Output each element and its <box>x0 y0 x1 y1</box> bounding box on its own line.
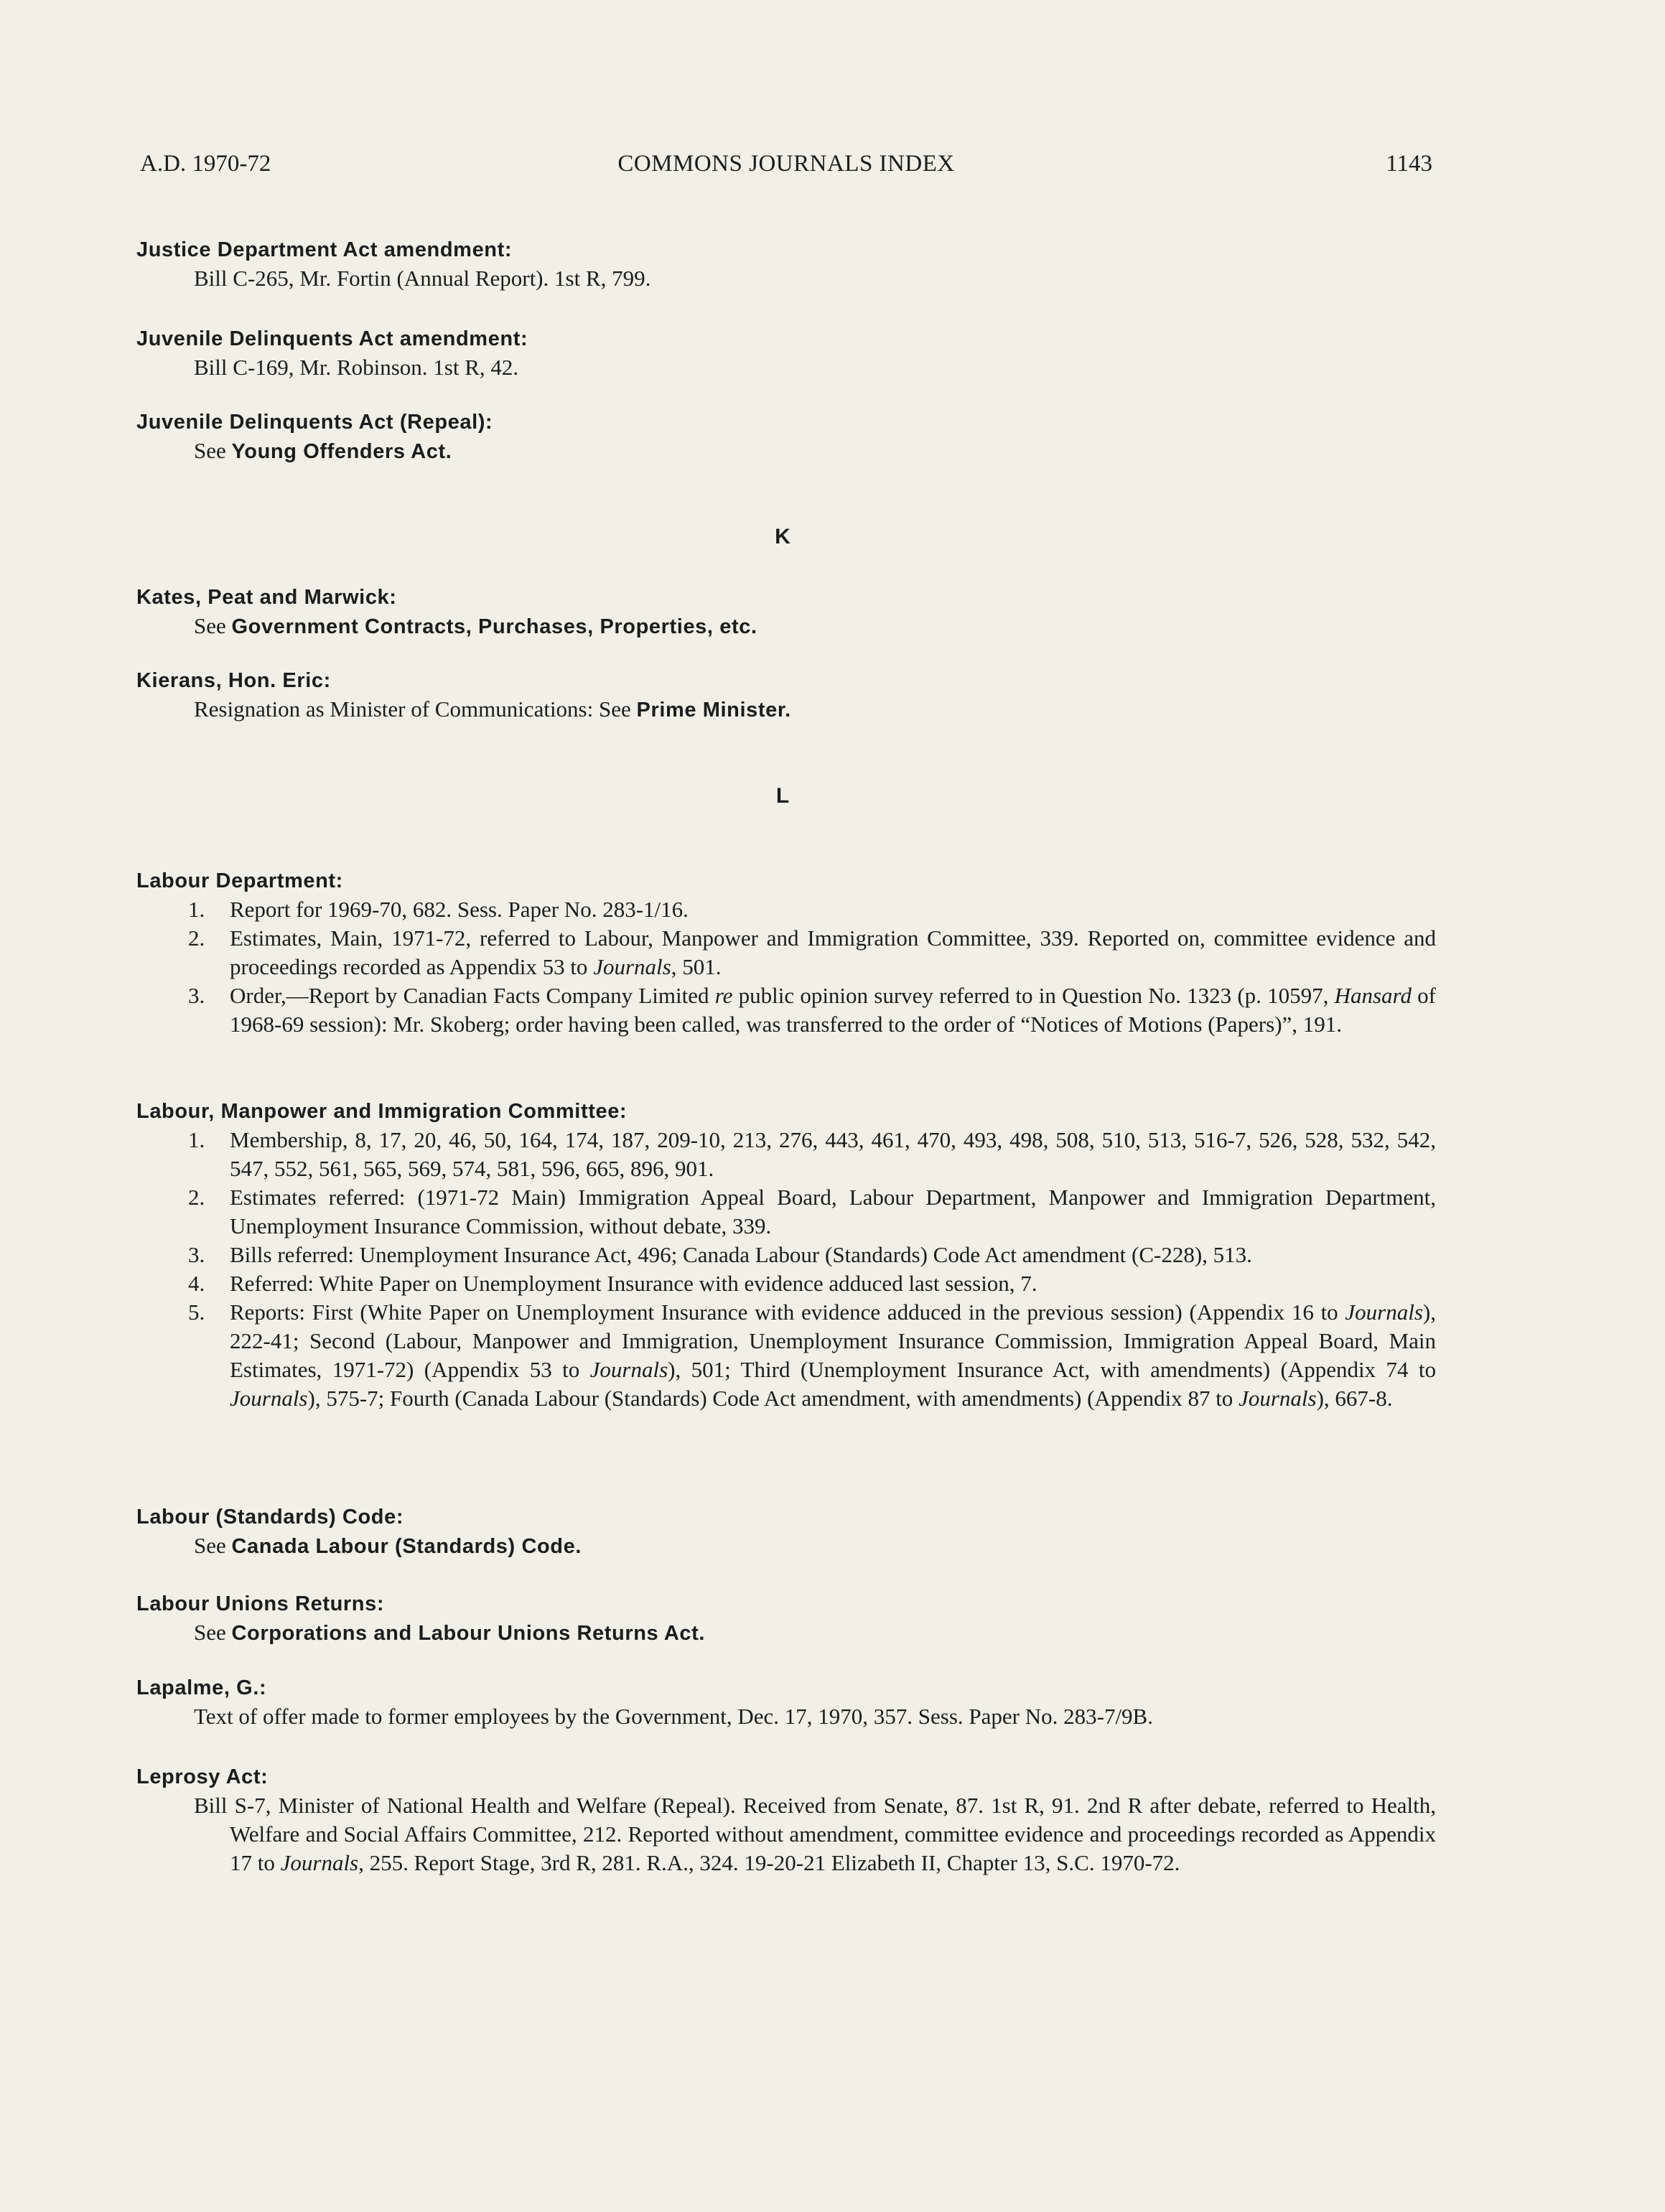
index-entry-labour-code <box>136 1503 1436 1561</box>
index-entry-kierans <box>136 666 1436 724</box>
journals-italic: Journals <box>280 1850 359 1875</box>
entry-heading: Lapalme, G.: <box>136 1676 267 1699</box>
sub-entry <box>136 1269 1436 1298</box>
index-entry-juvenile-amendment <box>136 325 1436 381</box>
sub-entry-text: ), 667-8. <box>1316 1386 1393 1411</box>
sub-entry <box>136 895 1436 924</box>
cross-reference: Prime Minister. <box>636 699 791 722</box>
entry-line <box>136 612 1436 641</box>
entry-heading: Labour (Standards) Code: <box>136 1506 404 1529</box>
sub-entry-number: 3. <box>188 1242 205 1267</box>
cross-reference: Canada Labour (Standards) Code. <box>231 1535 582 1558</box>
cross-reference: Corporations and Labour Unions Returns Act. <box>231 1622 706 1645</box>
sub-entry <box>136 1126 1436 1183</box>
re-italic: re <box>714 983 733 1008</box>
sub-entry-number: 2. <box>188 1185 205 1210</box>
hansard-italic: Hansard <box>1334 983 1412 1008</box>
entry-text: Bill S-7, Minister of National Health and Welfare (Repeal). Received from Senate, 87. 1st R, 91. 2nd R after debate, referred to Health, Welfare and Social Affairs Committee, 212. Reported without amendment, committee evidence and proceedings recorded as Appendix 17 to <box>194 1793 1436 1875</box>
section-letter-k: K <box>775 525 790 549</box>
sub-entry-text: Order,—Report by Canadian Facts Company Limited <box>230 983 715 1008</box>
entry-paragraph <box>136 1791 1436 1877</box>
index-entry-justice <box>136 235 1436 292</box>
entry-line <box>136 695 1436 724</box>
entry-text: , 255. Report Stage, 3rd R, 281. R.A., 324. 19-20-21 Elizabeth II, Chapter 13, S.C. 1970-72. <box>358 1850 1180 1875</box>
sub-entry-text: ), 501; Third (Unemployment Insurance Act, with amendments) (Appendix 74 to <box>668 1357 1436 1382</box>
see-label: See <box>194 1533 226 1558</box>
running-head <box>140 151 1432 187</box>
header-title: COMMONS JOURNALS INDEX <box>617 151 955 177</box>
cross-reference: Young Offenders Act. <box>231 440 452 463</box>
sub-entry <box>136 1241 1436 1269</box>
entry-heading: Justice Department Act amendment: <box>136 238 513 261</box>
entry-heading: Kierans, Hon. Eric: <box>136 669 331 692</box>
sub-entry-number: 2. <box>188 925 205 951</box>
sub-entry-text: Bills referred: Unemployment Insurance Act, 496; Canada Labour (Standards) Code Act amendment (C-228), 513. <box>230 1242 1252 1267</box>
sub-entry-text: , 501. <box>671 954 722 979</box>
sub-entry-list <box>136 1126 1436 1413</box>
index-entry-labour-unions <box>136 1590 1436 1648</box>
sub-entry-text: ), 222-41; Second (Labour, Manpower and Immigration, Unemployment Insurance Commission, Immigration Appeal Board, Main Estimates, 1971-72) (Appendix 53 to <box>230 1299 1436 1382</box>
entry-heading: Kates, Peat and Marwick: <box>136 586 397 609</box>
journals-italic: Journals <box>589 1357 668 1382</box>
index-entry-leprosy <box>136 1763 1436 1877</box>
sub-entry <box>136 1183 1436 1241</box>
sub-entry-list <box>136 895 1436 1039</box>
journals-italic: Journals <box>230 1386 308 1411</box>
index-entry-lmi-committee <box>136 1097 1436 1413</box>
sub-entry <box>136 924 1436 981</box>
journals-italic: Journals <box>593 954 671 979</box>
entry-line <box>136 1531 1436 1561</box>
sub-entry-text: Reports: First (White Paper on Unemployment Insurance with evidence adduced in the previous session) (Appendix 16 to <box>230 1299 1345 1325</box>
page-number: 1143 <box>1386 151 1432 177</box>
entry-line: Bill C-169, Mr. Robinson. 1st R, 42. <box>194 355 519 380</box>
index-entry-labour-department <box>136 867 1436 1039</box>
sub-entry-number: 3. <box>188 983 205 1008</box>
journals-italic: Journals <box>1239 1386 1317 1411</box>
entry-heading: Labour Unions Returns: <box>136 1592 385 1615</box>
entry-heading: Juvenile Delinquents Act (Repeal): <box>136 411 493 434</box>
index-entry-juvenile-repeal <box>136 408 1436 466</box>
see-label: See <box>194 1620 226 1645</box>
index-entry-lapalme <box>136 1674 1436 1730</box>
entry-line <box>136 1618 1436 1648</box>
sub-entry <box>136 981 1436 1039</box>
entry-heading: Juvenile Delinquents Act amendment: <box>136 327 528 350</box>
see-label: See <box>194 438 226 463</box>
journals-italic: Journals <box>1345 1299 1423 1325</box>
sub-entry-text: Estimates referred: (1971-72 Main) Immigration Appeal Board, Labour Department, Manpower and Immigration Department, Unemployment Insurance Commission, without debate, 339. <box>230 1185 1436 1238</box>
entry-heading: Leprosy Act: <box>136 1765 269 1788</box>
entry-heading: Labour, Manpower and Immigration Committee: <box>136 1100 628 1123</box>
sub-entry-text: Referred: White Paper on Unemployment Insurance with evidence adduced last session, 7. <box>230 1271 1037 1296</box>
entry-line: Bill C-265, Mr. Fortin (Annual Report). 1st R, 799. <box>194 266 651 291</box>
see-label: See <box>194 613 226 638</box>
entry-heading: Labour Department: <box>136 869 343 892</box>
cross-reference: Government Contracts, Purchases, Properties, etc. <box>231 615 757 638</box>
sub-entry-number: 4. <box>188 1271 205 1296</box>
sub-entry-number: 1. <box>188 1127 205 1152</box>
index-entry-kates <box>136 583 1436 641</box>
entry-text: Resignation as Minister of Communications: See <box>194 696 631 722</box>
sub-entry-text: Membership, 8, 17, 20, 46, 50, 164, 174, 187, 209-10, 213, 276, 443, 461, 470, 493, 498, 508, 510, 513, 516-7, 526, 528, 532, 542, 547, 552, 561, 565, 569, 574, 581, 596, 665, 896, 901. <box>230 1127 1436 1181</box>
sub-entry-text: of 1968-69 session): Mr. Skoberg; order having been called, was transferred to the order of “Notices of Motions (Papers)”, 191. <box>230 983 1436 1037</box>
section-letter-l: L <box>775 784 790 808</box>
sub-entry-text: ), 575-7; Fourth (Canada Labour (Standards) Code Act amendment, with amendments) (Appendix 87 to <box>307 1386 1239 1411</box>
sub-entry-number: 5. <box>188 1299 205 1325</box>
header-date-range: A.D. 1970-72 <box>140 151 271 177</box>
sub-entry-text: Report for 1969-70, 682. Sess. Paper No. 283-1/16. <box>230 897 689 922</box>
sub-entry-number: 1. <box>188 897 205 922</box>
sub-entry-text: public opinion survey referred to in Question No. 1323 (p. 10597, <box>732 983 1335 1008</box>
sub-entry-text: Estimates, Main, 1971-72, referred to Labour, Manpower and Immigration Committee, 339. Reported on, committee evidence and proceedings recorded as Appendix 53 to <box>230 925 1436 979</box>
entry-line: Text of offer made to former employees by the Government, Dec. 17, 1970, 357. Sess. Paper No. 283-7/9B. <box>194 1704 1153 1729</box>
sub-entry <box>136 1298 1436 1413</box>
entry-line <box>136 437 1436 466</box>
